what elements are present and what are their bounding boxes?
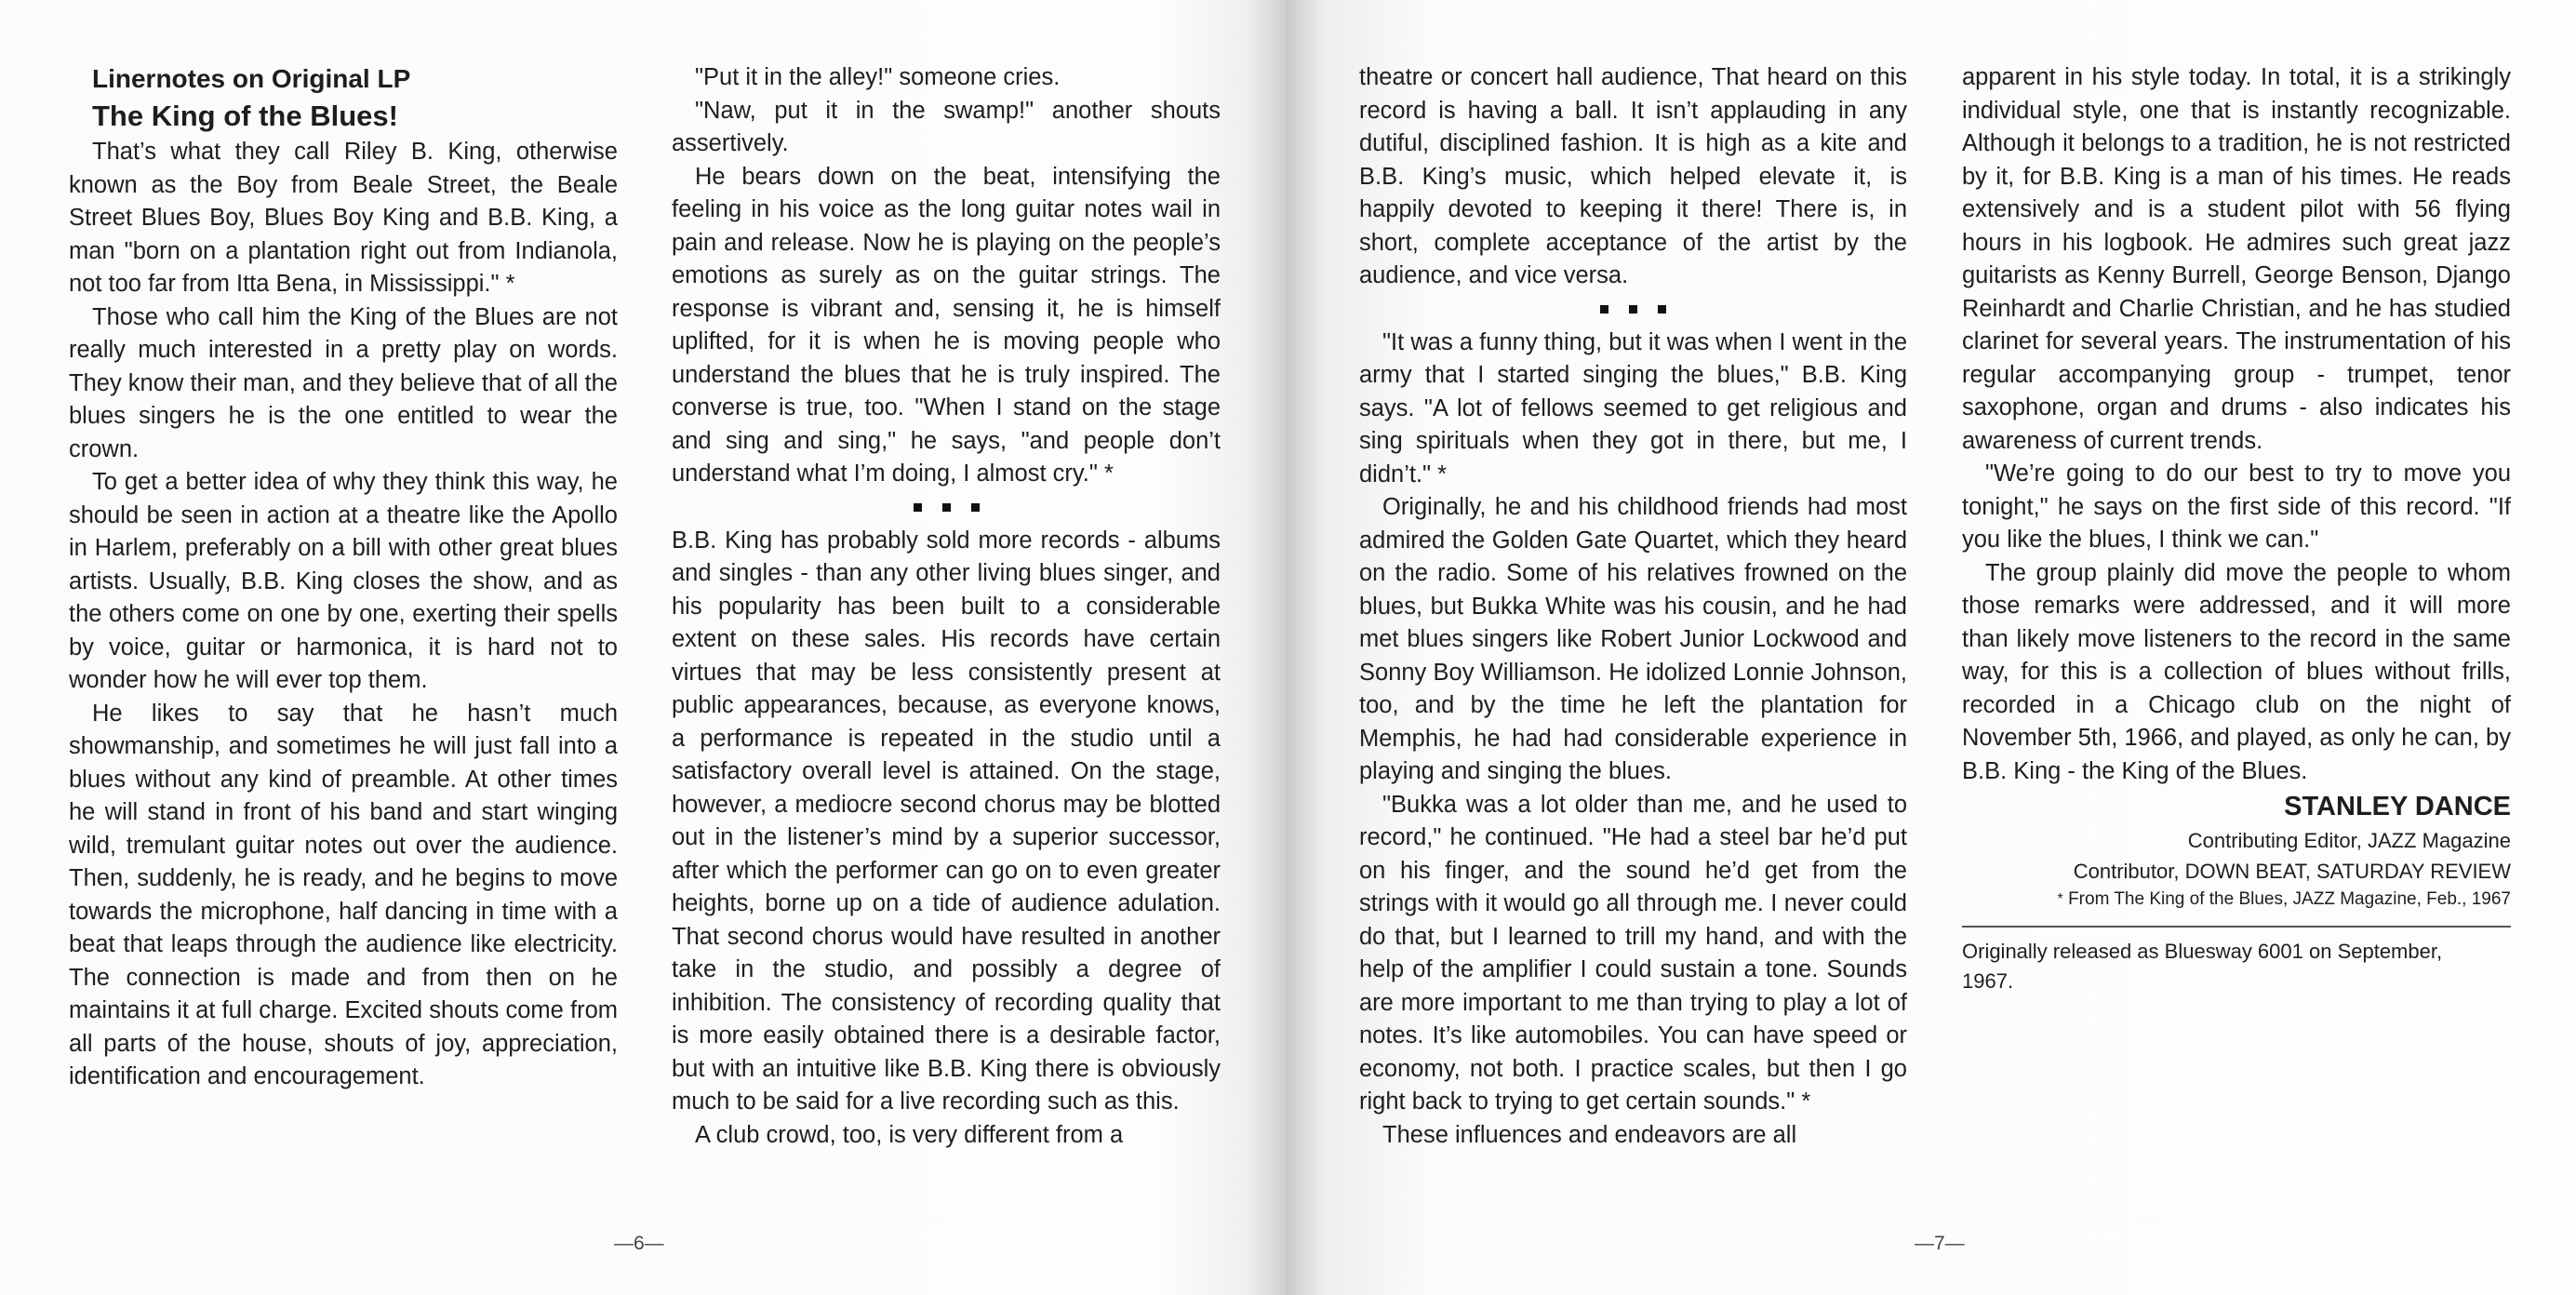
left-column-2 <box>672 61 1221 1152</box>
right-column-2 <box>1962 61 2511 996</box>
paragraph: These influences and endeavors are all <box>1382 1121 1797 1148</box>
paragraph: B.B. King has probably sold more records - albums and singles - than any other living blues singer, and his popularity has been built to a considerable extent on these sales. His records have certain virtues that may be less consistently present at public appearances, because, as everyone knows, a performance is repeated in the studio until a satisfactory overall level is attained. On the stage, however, a mediocre second chorus may be blotted out in the listener’s mind by a superior successor, after which the performer can go on to even greater heights, borne up on a tide of audience adulation. That second chorus would have resulted in another take in the studio, and possibly a degree of inhibition. The consistency of recording quality that is more easily obtained there is a desirable factor, but with an intuitive like B.B. King there is obviously much to be said for a live recording such as this. <box>672 527 1221 1115</box>
paragraph: He likes to say that he hasn’t much showmanship, and sometimes he will just fall into a blues without any kind of preamble. At other times he will stand in front of his band and start winging wild, tremulant guitar notes out over the audience. Then, suddenly, he is ready, and he begins to move towards the microphone, half dancing in time with a beat that leaps through the audience like electricity. The connection is made and from then on he maintains it at full charge. Excited shouts come from all parts of the house, shouts of joy, appreciation, identification and encouragement. <box>69 700 618 1089</box>
right-page <box>1286 0 2576 1295</box>
paragraph: "Put it in the alley!" someone cries. <box>695 64 1061 90</box>
author-name: STANLEY DANCE <box>2284 792 2511 821</box>
paragraph: "We’re going to do our best to try to move you tonight," he says on the first side of this record. "If you like the blues, I think we can." <box>1962 461 2511 553</box>
author-credit: Contributing Editor, JAZZ Magazine <box>2187 829 2511 852</box>
footnote <box>1962 887 2511 913</box>
paragraph: "Naw, put it in the swamp!" another shouts assertively. <box>672 97 1221 156</box>
section-separator <box>1359 293 1907 327</box>
footnote-text: From The King of the Blues, JAZZ Magazine, Feb., 1967 <box>2068 889 2511 909</box>
release-note: Originally released as Bluesway 6001 on September, 1967. <box>1962 940 2443 993</box>
paragraph: A club crowd, too, is very different from a <box>695 1121 1124 1148</box>
left-column-1 <box>69 61 618 1094</box>
footnote-mark: * <box>2057 891 2063 907</box>
paragraph: theatre or concert hall audience, That heard on this record is having a ball. It isn’t applauding in any dutiful, disciplined fashion. It is high as a kite and B.B. King’s music, which helped elevate it, is happily devoted to keeping it there! There is, in short, complete acceptance of the artist by the audience, and vice versa. <box>1359 64 1907 288</box>
author-credit: Contributor, DOWN BEAT, SATURDAY REVIEW <box>2073 860 2511 883</box>
section-label: Linernotes on Original LP <box>92 64 411 93</box>
paragraph: apparent in his style today. In total, it is a strikingly individual style, one that is instantly recognizable. Although it belongs to a tradition, he is not restricted by it, for B.B. King is a man of his times. He reads extensively and is a student pilot with 56 flying hours in his logbook. He admires such great jazz guitarists as Kenny Burrell, George Benson, Django Reinhardt and Charlie Christian, and he has studied clarinet for several years. The instrumentation of his regular accompanying group - trumpet, tenor saxophone, organ and drums - also indicates his awareness of current trends. <box>1962 64 2511 454</box>
article-title: The King of the Blues! <box>92 100 398 132</box>
paragraph: To get a better idea of why they think this way, he should be seen in action at a theatre like the Apollo in Harlem, preferably on a bill with other great blues artists. Usually, B.B. King closes the show, and as the others come on one by one, exerting their spells by voice, guitar or harmonica, it is hard not to wonder how he will ever top them. <box>69 469 618 693</box>
paragraph: Originally, he and his childhood friends had most admired the Golden Gate Quartet, which they heard on the radio. Some of his relatives frowned on the blues, but Bukka White was his cousin, and he had met blues singers like Robert Junior Lockwood and Sonny Boy Williamson. He idolized Lonnie Johnson, too, and by the time he left the plantation for Memphis, he had had considerable experience in playing and singing the blues. <box>1359 494 1907 784</box>
right-column-1 <box>1359 61 1907 1152</box>
divider <box>1962 926 2511 928</box>
page-number: —6— <box>614 1233 664 1254</box>
paragraph: That’s what they call Riley B. King, otherwise known as the Boy from Beale Street, the Beale Street Blues Boy, Blues Boy King and B.B. King, a man "born on a plantation right out from Indianola, not too far from Itta Bena, in Mississippi." * <box>69 139 618 297</box>
paragraph: "Bukka was a lot older than me, and he used to record," he continued. "He had a steel bar he’d put on his finger, and the sound he’d get from the strings with it would go all through me. I never could do that, but I learned to trill my hand, and with the help of the amplifier I could sustain a tone. Sounds are more important to me than trying to play a lot of notes. It’s like automobiles. You can have speed or economy, not both. I practice scales, but then I go right back to trying to get certain sounds." * <box>1359 791 1907 1115</box>
left-page <box>0 0 1286 1295</box>
paragraph: "It was a funny thing, but it was when I went in the army that I started singing the blues," B.B. King says. "A lot of fellows seemed to get religious and sing spirituals when they got in there, but me, I didn’t." * <box>1359 328 1907 487</box>
paragraph: He bears down on the beat, intensifying the feeling in his voice as the long guitar notes wail in pain and release. Now he is playing on the people’s emotions as surely as on the guitar strings. The response is vibrant and, sensing it, he is himself uplifted, for it is when he is moving people who understand the blues that he is truly inspired. The converse is true, too. "When I stand on the stage and sing and sing," he says, "and people don’t understand what I’m doing, I almost cry." * <box>672 163 1221 487</box>
section-separator <box>672 491 1221 525</box>
paragraph: Those who call him the King of the Blues are not really much interested in a pretty play on words. They know their man, and they believe that of all the blues singers he is the one entitled to wear the crown. <box>69 303 618 462</box>
page-number: —7— <box>1915 1233 1965 1254</box>
paragraph: The group plainly did move the people to whom those remarks were addressed, and it will more than likely move listeners to the record in the same way, for this is a collection of blues without frills, recorded in a Chicago club on the night of November 5th, 1966, and played, as only he can, by B.B. King - the King of the Blues. <box>1962 559 2511 784</box>
